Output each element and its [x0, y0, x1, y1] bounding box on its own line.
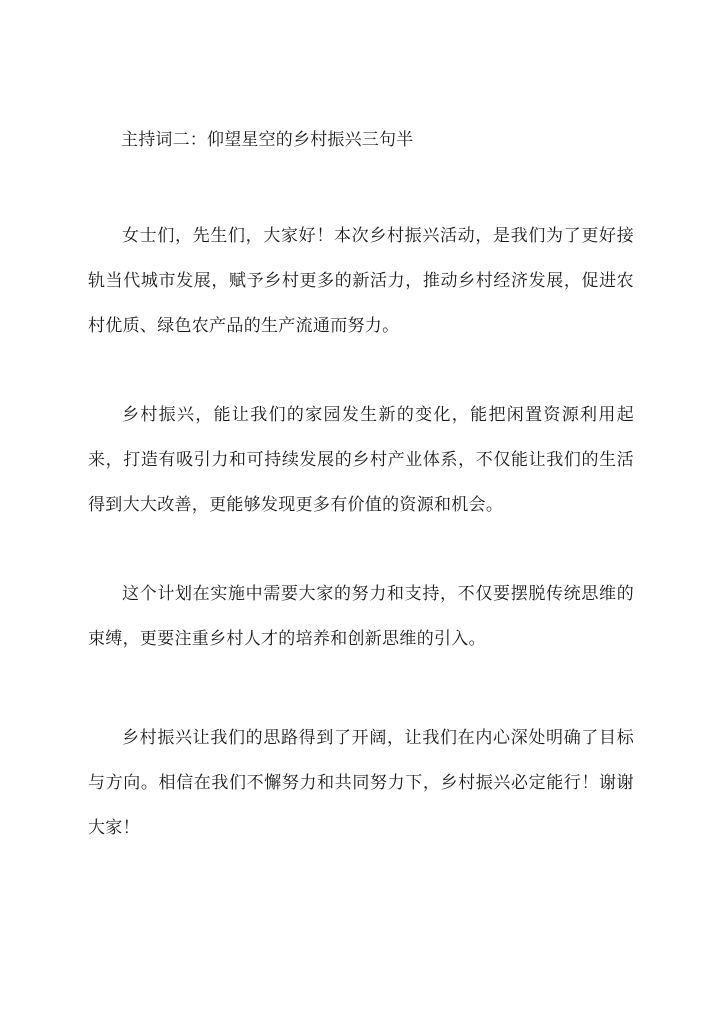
paragraph-benefits: 乡村振兴，能让我们的家园发生新的变化，能把闲置资源利用起来，打造有吸引力和可持续发展的乡村产业体系，不仅能让我们的生活得到大大改善，更能够发现更多有价值的资源和机会。 [88, 405, 634, 515]
paragraph-support: 这个计划在实施中需要大家的努力和支持，不仅要摆脱传统思维的束缚，更要注重乡村人才的培养和创新思维的引入。 [88, 584, 634, 649]
document-title: 主持词二：仰望星空的乡村振兴三句半 [121, 130, 414, 150]
paragraph-greeting: 女士们，先生们，大家好！本次乡村振兴活动，是我们为了更好接轨当代城市发展，赋予乡村更多的新活力，推动乡村经济发展，促进农村优质、绿色农产品的生产流通而努力。 [88, 226, 634, 336]
paragraph-closing: 乡村振兴让我们的思路得到了开阔，让我们在内心深处明确了目标与方向。相信在我们不懈努力和共同努力下，乡村振兴必定能行！谢谢大家！ [88, 728, 634, 838]
